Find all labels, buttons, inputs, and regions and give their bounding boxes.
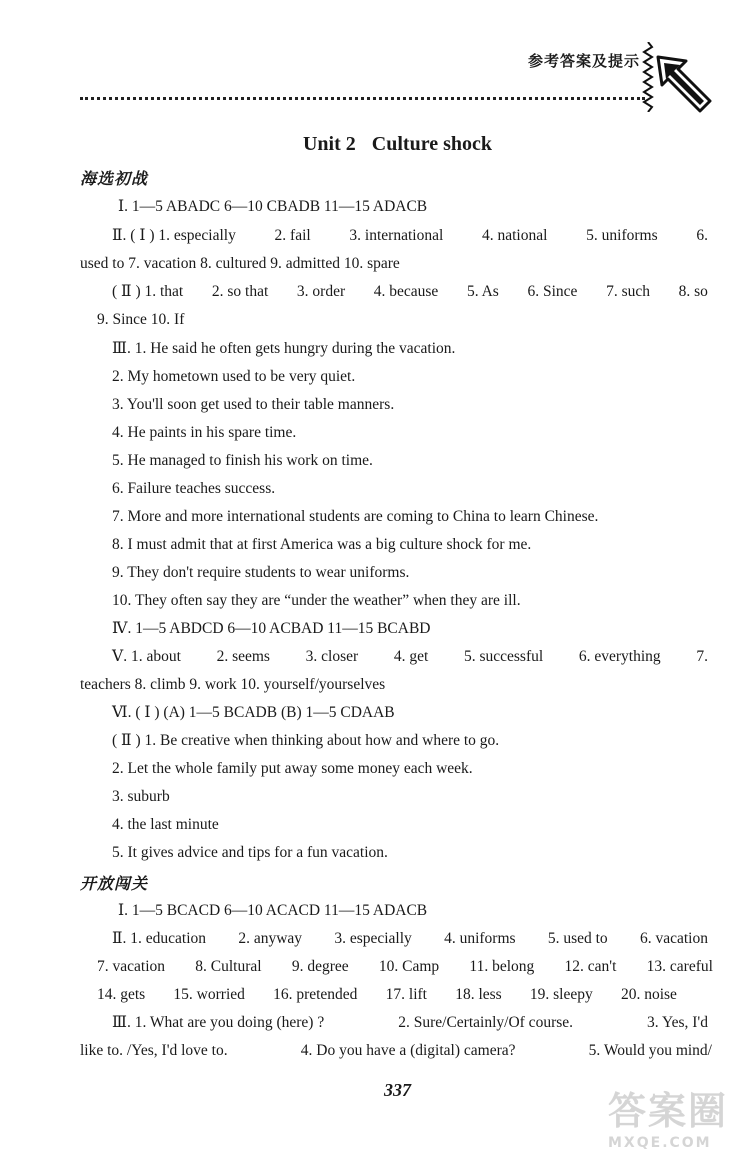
answer-item: 18. less (455, 986, 502, 1003)
answer-item: 8. so (678, 283, 708, 300)
answer-line: 4. He paints in his spare time. (112, 424, 297, 441)
answer-line: 3. You'll soon get used to their table manners. (112, 396, 395, 413)
unit-title (0, 133, 750, 156)
answer-item: 20. noise (620, 986, 677, 1003)
answer-item: 14. gets (97, 986, 146, 1003)
answer-item: 19. sleepy (529, 986, 593, 1003)
answer-line (80, 1041, 712, 1061)
answer-line: teachers 8. climb 9. work 10. yourself/yourselves (80, 676, 386, 693)
answer-item: 10. Camp (378, 958, 440, 975)
answer-line: 7. More and more international students are coming to China to learn Chinese. (112, 508, 599, 525)
answer-item: 5. Would you mind/ (588, 1042, 712, 1059)
answer-line (112, 282, 708, 302)
answer-line: 6. Failure teaches success. (112, 480, 276, 497)
section-heading-1: 海选初战 (80, 169, 149, 188)
answer-item: 12. can't (564, 958, 617, 975)
answer-item: 2. so that (211, 283, 269, 300)
answer-line: Ⅵ. ( Ⅰ ) (A) 1—5 BCADB (B) 1—5 CDAAB (112, 704, 395, 721)
answer-item: 3. closer (305, 648, 359, 665)
answer-line (112, 1013, 708, 1033)
answer-item: like to. /Yes, I'd love to. (80, 1042, 228, 1059)
answer-line: 5. It gives advice and tips for a fun vacation. (112, 844, 388, 861)
watermark-logo (608, 1080, 728, 1151)
answer-item: 13. careful (646, 958, 713, 975)
answer-item: Ⅴ. 1. about (112, 648, 181, 665)
arrow-icon (656, 55, 712, 115)
watermark-text: 答案圈 (608, 1089, 729, 1133)
answer-line (112, 647, 708, 667)
answer-item: 4. get (393, 648, 429, 665)
answer-line: 2. My hometown used to be very quiet. (112, 368, 356, 385)
answer-item: 5. As (466, 283, 499, 300)
answer-line (97, 957, 713, 977)
answer-item: 5. used to (547, 930, 608, 947)
answer-line: Ⅳ. 1—5 ABDCD 6—10 ACBAD 11—15 BCABD (112, 620, 431, 637)
answer-item: 11. belong (469, 958, 535, 975)
answer-item: 3. especially (334, 930, 412, 947)
answer-item: 3. order (296, 283, 346, 300)
answer-item: Ⅲ. 1. What are you doing (here) ? (112, 1014, 325, 1031)
answer-line: Ⅰ. 1—5 ABADC 6—10 CBADB 11—15 ADACB (118, 198, 428, 215)
answer-item: 9. degree (291, 958, 349, 975)
answer-item: 5. uniforms (586, 227, 658, 244)
unit-number: Unit 2 (302, 133, 356, 155)
answer-line: 3. suburb (112, 788, 170, 805)
answer-line: 9. They don't require students to wear uniforms. (112, 564, 410, 581)
header-dotted-rule (80, 97, 645, 100)
answer-item: 5. successful (463, 648, 544, 665)
answer-item: 6. (696, 227, 708, 244)
answer-item: 4. Do you have a (digital) camera? (300, 1042, 516, 1059)
header-label: 参考答案及提示 (527, 52, 640, 70)
answer-item: 2. Sure/Certainly/Of course. (398, 1014, 574, 1031)
answer-item: 15. worried (173, 986, 245, 1003)
answer-item: 8. Cultural (195, 958, 262, 975)
answer-item: 7. such (606, 283, 650, 300)
answer-line: Ⅰ. 1—5 BCACD 6—10 ACACD 11—15 ADACB (118, 902, 428, 919)
answer-item: 6. vacation (639, 930, 708, 947)
answer-line: 9. Since 10. If (97, 311, 185, 328)
answer-item: 3. international (349, 227, 444, 244)
watermark-domain: MXQE.COM (608, 1135, 712, 1151)
answer-item: Ⅱ. ( Ⅰ ) 1. especially (112, 227, 236, 244)
answer-item: Ⅱ. 1. education (112, 930, 207, 947)
answer-line (97, 985, 677, 1005)
answer-item: 2. anyway (238, 930, 303, 947)
page-number: 337 (384, 1080, 411, 1100)
answer-item: 7. (696, 648, 708, 665)
answer-item: 2. seems (216, 648, 270, 665)
answer-line: 10. They often say they are “under the weather” when they are ill. (112, 592, 521, 609)
answer-item: 4. national (481, 227, 548, 244)
answer-line: 5. He managed to finish his work on time. (112, 452, 373, 469)
answer-item: 6. Since (527, 283, 578, 300)
answer-item: 4. because (373, 283, 439, 300)
section-heading-2: 开放闯关 (80, 874, 149, 893)
answer-item: ( Ⅱ ) 1. that (112, 283, 184, 300)
answer-item: 16. pretended (273, 986, 358, 1003)
answer-line: 8. I must admit that at first America was a big culture shock for me. (112, 536, 532, 553)
answer-line: 4. the last minute (112, 816, 219, 833)
answer-line (112, 226, 708, 246)
answer-line: Ⅲ. 1. He said he often gets hungry during the vacation. (112, 340, 456, 357)
answer-line: 2. Let the whole family put away some money each week. (112, 760, 473, 777)
answer-item: 6. everything (578, 648, 661, 665)
unit-name: Culture shock (371, 133, 492, 155)
answer-item: 2. fail (274, 227, 311, 244)
answer-line: ( Ⅱ ) 1. Be creative when thinking about how and where to go. (112, 732, 500, 749)
answer-line: used to 7. vacation 8. cultured 9. admitted 10. spare (80, 255, 400, 272)
answer-item: 7. vacation (97, 958, 166, 975)
answer-line (112, 929, 708, 949)
answer-item: 17. lift (385, 986, 427, 1003)
answer-item: 4. uniforms (444, 930, 516, 947)
zigzag-decoration (642, 42, 654, 112)
answer-item: 3. Yes, I'd (647, 1014, 708, 1031)
